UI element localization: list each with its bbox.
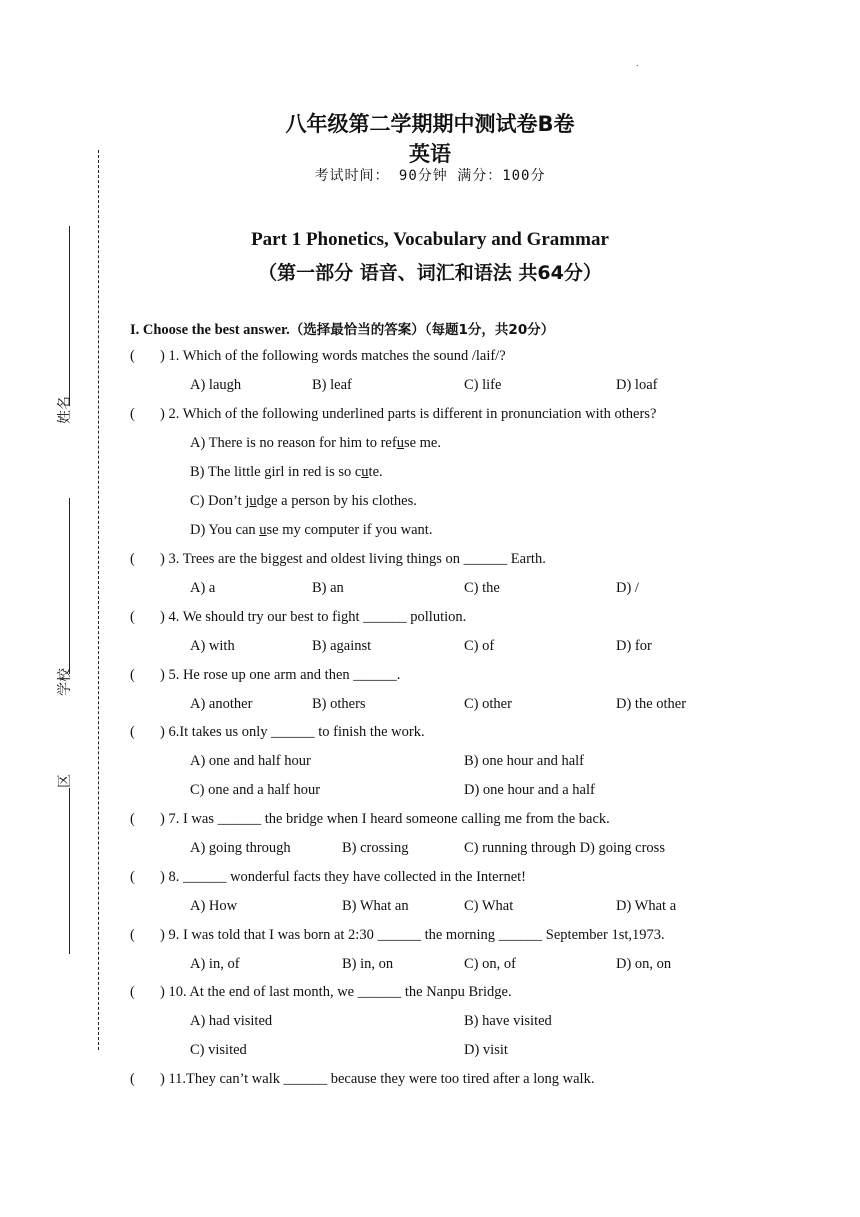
- answer-blank[interactable]: (: [130, 984, 135, 1000]
- question-stem: ) 3. Trees are the biggest and oldest living things on ______ Earth.: [160, 551, 546, 567]
- option-b: B) crossing: [342, 840, 409, 856]
- subject-title: 英语: [409, 142, 451, 166]
- question-stem: ) 4. We should try our best to fight ______ pollution.: [160, 609, 467, 625]
- part-title-cn: （第一部分 语音、词汇和语法 共64分）: [258, 262, 602, 284]
- answer-blank[interactable]: (: [130, 667, 135, 683]
- option-c: C) life: [464, 377, 502, 393]
- option-a: A) another: [190, 696, 253, 712]
- section-heading: [130, 318, 554, 339]
- option-c: C) on, of: [464, 956, 516, 972]
- question-stem: ) 6.It takes us only ______ to finish the work.: [160, 724, 425, 740]
- underlined-letter: u: [396, 435, 404, 451]
- option-d: D) /: [616, 580, 639, 596]
- answer-blank[interactable]: (: [130, 348, 135, 364]
- option-a: A) had visited: [190, 1013, 273, 1029]
- school-write-line: [69, 498, 70, 674]
- question-stem: ) 8. ______ wonderful facts they have collected in the Internet!: [160, 869, 526, 885]
- question-stem: ) 1. Which of the following words matches the sound /laif/?: [160, 348, 506, 364]
- question-stem: ) 2. Which of the following underlined parts is different in pronunciation with others?: [160, 406, 657, 422]
- binding-dashed-line: [98, 150, 99, 1050]
- answer-blank[interactable]: (: [130, 551, 135, 567]
- option-c: C) one and a half hour: [190, 782, 321, 798]
- district-write-line: [69, 788, 70, 954]
- option-c: C) the: [464, 580, 500, 596]
- section-title-en: I. Choose the best answer.: [130, 322, 290, 338]
- option-c: C) other: [464, 696, 512, 712]
- option-d: D) loaf: [616, 377, 658, 393]
- option-a: A) How: [190, 898, 238, 914]
- question-1: [130, 348, 506, 365]
- option-d: D) the other: [616, 696, 687, 712]
- question-11: [130, 1071, 594, 1088]
- part-title-en: Part 1 Phonetics, Vocabulary and Grammar: [251, 229, 609, 250]
- option-d: D) for: [616, 638, 652, 654]
- underlined-letter: u: [259, 522, 267, 538]
- option-b: B) one hour and half: [464, 753, 584, 769]
- option-c: C) Don’t judge a person by his clothes.: [190, 493, 417, 509]
- name-write-line: [69, 226, 70, 406]
- question-stem: ) 10. At the end of last month, we ______ the Nanpu Bridge.: [160, 984, 512, 1000]
- question-stem: ) 5. He rose up one arm and then ______.: [160, 667, 401, 683]
- section-title-cn: （选择最恰当的答案）（每题1分，共20分）: [289, 322, 555, 338]
- question-8: [130, 869, 526, 886]
- option-a: A) laugh: [190, 377, 242, 393]
- question-7: [130, 811, 610, 828]
- question-stem: ) 11.They can’t walk ______ because they were too tired after a long walk.: [160, 1071, 595, 1087]
- option-d: D) on, on: [616, 956, 672, 972]
- option-d: D) You can use my computer if you want.: [190, 522, 433, 538]
- option-b: B) have visited: [464, 1013, 552, 1029]
- option-b: B) an: [312, 580, 344, 596]
- question-stem: ) 7. I was ______ the bridge when I heard someone calling me from the back.: [160, 811, 610, 827]
- underlined-letter: u: [361, 464, 369, 480]
- answer-blank[interactable]: (: [130, 927, 135, 943]
- option-a: A) going through: [190, 840, 291, 856]
- option-d: D) one hour and a half: [464, 782, 595, 798]
- school-label: 学校: [57, 668, 73, 696]
- option-a: A) with: [190, 638, 235, 654]
- option-b: B) The little girl in red is so cute.: [190, 464, 383, 480]
- option-c: C) of: [464, 638, 495, 654]
- option-c: C) What: [464, 898, 514, 914]
- answer-blank[interactable]: (: [130, 406, 135, 422]
- question-3: [130, 551, 546, 568]
- option-c-d: C) running through D) going cross: [464, 840, 665, 856]
- option-a: A) one and half hour: [190, 753, 311, 769]
- answer-blank[interactable]: (: [130, 811, 135, 827]
- option-d: D) What a: [616, 898, 677, 914]
- option-c: C) visited: [190, 1042, 247, 1058]
- option-b: B) against: [312, 638, 372, 654]
- answer-blank[interactable]: (: [130, 724, 135, 740]
- exam-info: 考试时间： 90分钟 满分：100分: [314, 168, 546, 184]
- district-label: 区: [57, 774, 73, 788]
- option-a: A) a: [190, 580, 216, 596]
- option-b: B) leaf: [312, 377, 352, 393]
- answer-blank[interactable]: (: [130, 869, 135, 885]
- question-5: [130, 667, 400, 684]
- option-b: B) What an: [342, 898, 409, 914]
- option-d: D) visit: [464, 1042, 508, 1058]
- answer-blank[interactable]: (: [130, 1071, 135, 1087]
- question-9: [130, 927, 665, 944]
- answer-blank[interactable]: (: [130, 609, 135, 625]
- option-b: B) in, on: [342, 956, 394, 972]
- option-a: A) in, of: [190, 956, 240, 972]
- name-label: 姓名: [57, 396, 73, 424]
- question-4: [130, 609, 466, 626]
- option-b: B) others: [312, 696, 366, 712]
- underlined-letter: u: [249, 493, 257, 509]
- question-10: [130, 984, 512, 1001]
- question-6: [130, 724, 425, 741]
- exam-title: 八年级第二学期期中测试卷B卷: [285, 112, 575, 136]
- option-a: A) There is no reason for him to refuse me.: [190, 435, 441, 451]
- question-2: [130, 406, 656, 423]
- question-stem: ) 9. I was told that I was born at 2:30 ______ the morning ______ September 1st,1973.: [160, 927, 665, 943]
- page-dot: .: [636, 58, 639, 69]
